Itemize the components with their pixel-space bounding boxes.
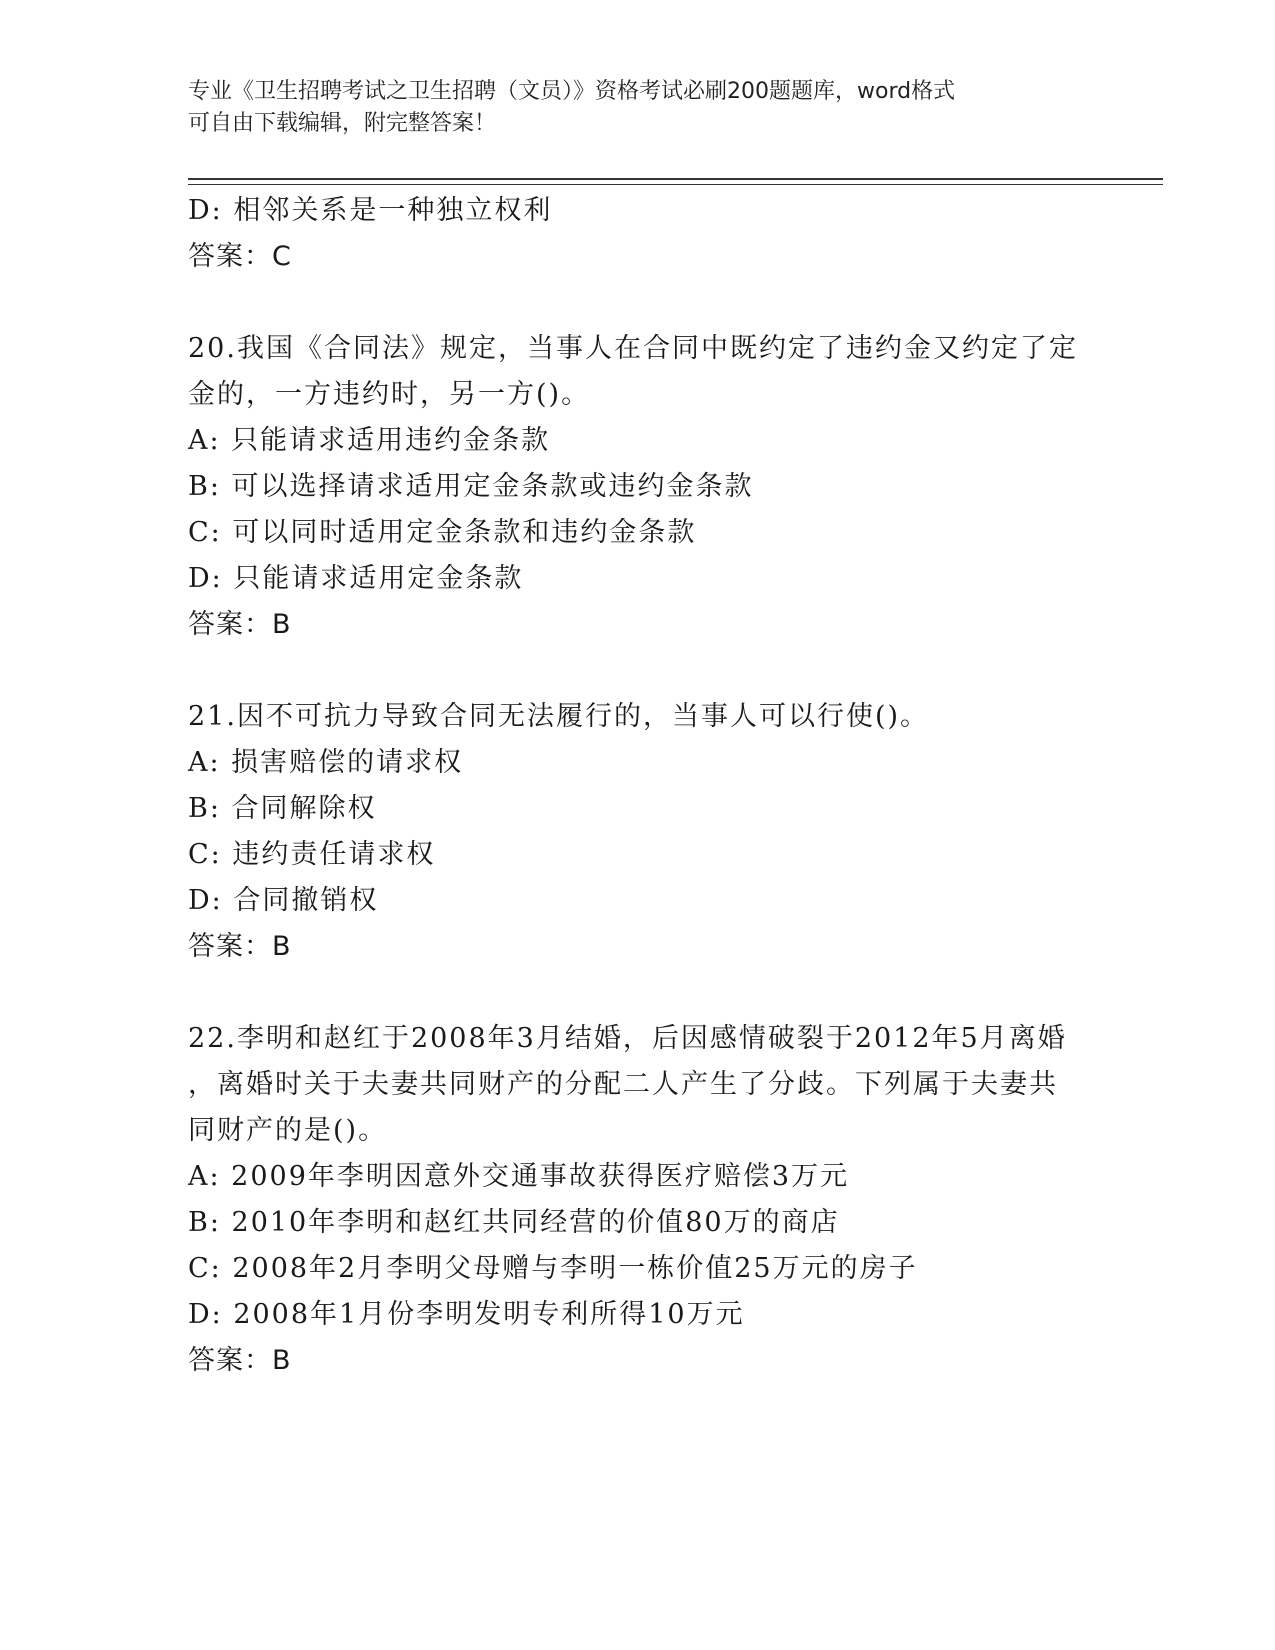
question-21 <box>188 694 1088 970</box>
question-22 <box>188 1016 1088 1384</box>
question-content <box>188 188 1088 1384</box>
answer: 答案：B <box>188 609 292 640</box>
prev-question-answer: 答案：C <box>188 241 292 272</box>
question-stem: ，离婚时关于夫妻共同财产的分配二人产生了分歧。下列属于夫妻共 <box>188 1069 1058 1100</box>
question-20 <box>188 326 1088 648</box>
option-c: C: 违约责任请求权 <box>188 839 436 870</box>
prev-question-option-d: D: 相邻关系是一种独立权利 <box>188 195 553 226</box>
header-title-line-2: 可自由下载编辑，附完整答案！ <box>188 111 497 136</box>
option-b: B: 可以选择请求适用定金条款或违约金条款 <box>188 471 754 502</box>
answer: 答案：B <box>188 1345 292 1376</box>
header-divider-thick <box>188 178 1163 180</box>
option-b: B: 合同解除权 <box>188 793 377 824</box>
option-b: B: 2010年李明和赵红共同经营的价值80万的商店 <box>188 1207 840 1238</box>
spacer <box>188 280 1088 326</box>
question-stem: 21.因不可抗力导致合同无法履行的，当事人可以行使()。 <box>188 701 930 732</box>
answer: 答案：B <box>188 931 292 962</box>
spacer <box>188 970 1088 1016</box>
question-stem: 金的，一方违约时，另一方()。 <box>188 379 591 410</box>
option-c: C: 2008年2月李明父母赠与李明一栋价值25万元的房子 <box>188 1253 918 1284</box>
option-d: D: 合同撤销权 <box>188 885 379 916</box>
option-d: D: 2008年1月份李明发明专利所得10万元 <box>188 1299 745 1330</box>
document-header <box>188 76 1088 140</box>
header-divider-thin <box>188 184 1163 185</box>
option-a: A: 只能请求适用违约金条款 <box>188 425 551 456</box>
option-c: C: 可以同时适用定金条款和违约金条款 <box>188 517 697 548</box>
question-stem: 20.我国《合同法》规定，当事人在合同中既约定了违约金又约定了定 <box>188 333 1078 364</box>
spacer <box>188 648 1088 694</box>
option-d: D: 只能请求适用定金条款 <box>188 563 524 594</box>
option-a: A: 2009年李明因意外交通事故获得医疗赔偿3万元 <box>188 1161 850 1192</box>
header-title-line-1: 专业《卫生招聘考试之卫生招聘（文员）》资格考试必刷200题题库，word格式 <box>188 79 956 104</box>
question-stem: 22.李明和赵红于2008年3月结婚，后因感情破裂于2012年5月离婚 <box>188 1023 1067 1054</box>
option-a: A: 损害赔偿的请求权 <box>188 747 464 778</box>
question-stem: 同财产的是()。 <box>188 1115 388 1146</box>
